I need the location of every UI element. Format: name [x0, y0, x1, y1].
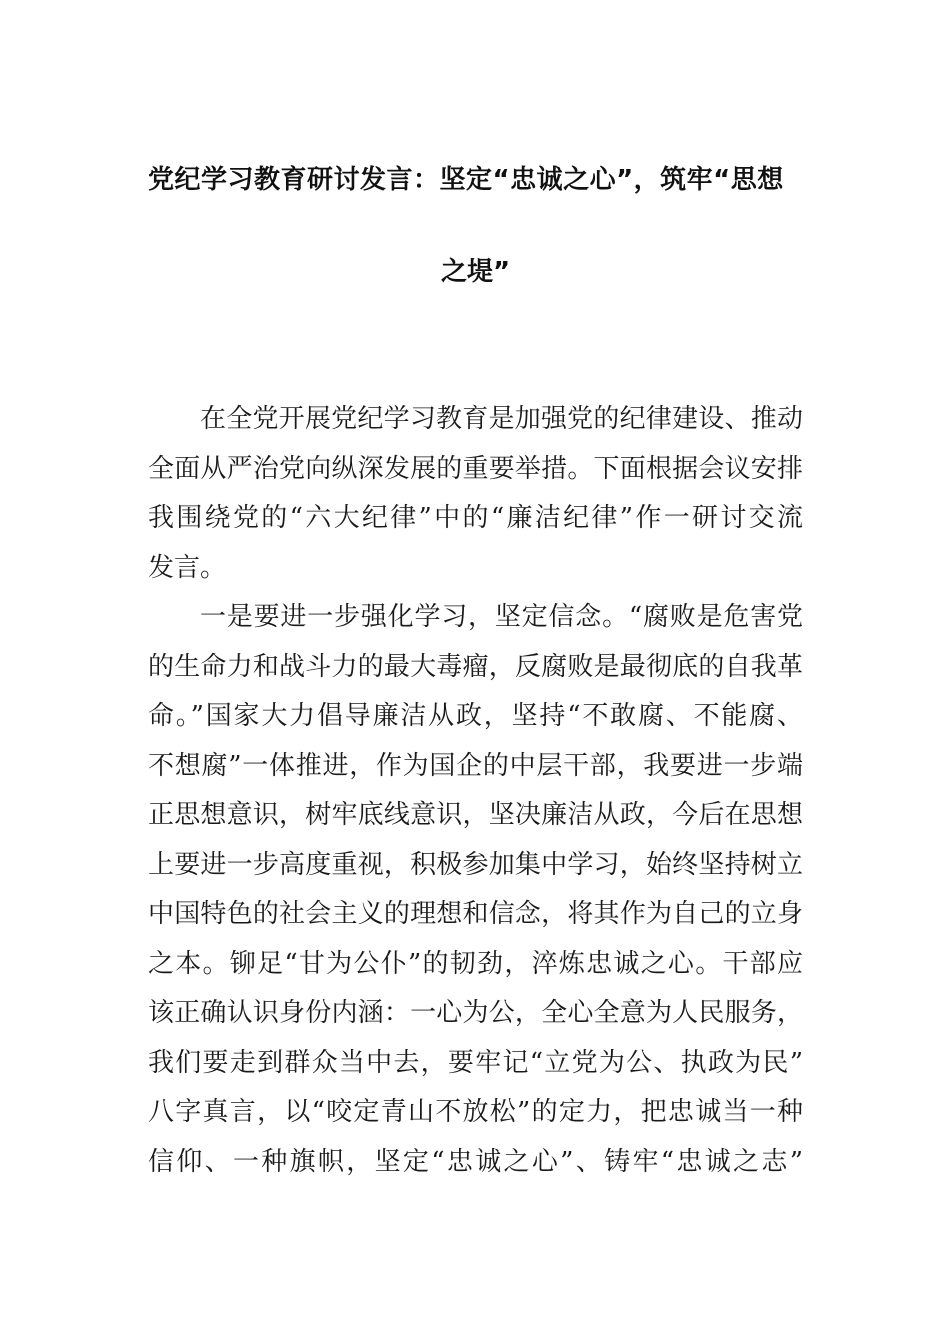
paragraph-line: 全面从严治党向纵深发展的重要举措。下面根据会议安排	[148, 453, 803, 484]
paragraph-line: 正思想意识，树牢底线意识，坚决廉洁从政，今后在思想	[148, 800, 803, 830]
paragraph-point-one	[148, 593, 803, 1187]
paragraph-line: 八字真言，以“咬定青山不放松”的定力，把忠诚当一种	[148, 1097, 803, 1127]
paragraph-line: 命。”国家大力倡导廉洁从政，坚持“不敢腐、不能腐、	[148, 701, 803, 731]
paragraph-line: 中国特色的社会主义的理想和信念，将其作为自己的立身	[148, 899, 803, 929]
paragraph-line: 之本。铆足“甘为公仆”的韧劲，淬炼忠诚之心。干部应	[148, 948, 803, 979]
paragraph-line: 发言。	[148, 552, 227, 583]
paragraph-line: 上要进一步高度重视，积极参加集中学习，始终坚持树立	[148, 849, 803, 880]
paragraph-line: 一是要进一步强化学习，坚定信念。“腐败是危害党	[200, 602, 803, 632]
document-title-line-2: 之堤”	[440, 257, 511, 287]
paragraph-line: 的生命力和战斗力的最大毒瘤，反腐败是最彻底的自我革	[148, 651, 803, 682]
paragraph-intro	[148, 395, 803, 593]
paragraph-line: 我围绕党的“六大纪律”中的“廉洁纪律”作一研讨交流	[148, 503, 803, 533]
document-title-line-1: 党纪学习教育研讨发言：坚定“忠诚之心”，筑牢“思想	[148, 165, 784, 195]
paragraph-line: 在全党开展党纪学习教育是加强党的纪律建设、推动	[200, 404, 803, 434]
paragraph-line: 不想腐”一体推进，作为国企的中层干部，我要进一步端	[148, 750, 803, 781]
paragraph-line: 该正确认识身份内涵：一心为公，全心全意为人民服务，	[148, 998, 803, 1028]
paragraph-line: 我们要走到群众当中去，要牢记“立党为公、执政为民”	[148, 1047, 803, 1078]
paragraph-line: 信仰、一种旗帜，坚定“忠诚之心”、铸牢“忠诚之志”	[148, 1146, 803, 1177]
document-body	[148, 395, 803, 1187]
